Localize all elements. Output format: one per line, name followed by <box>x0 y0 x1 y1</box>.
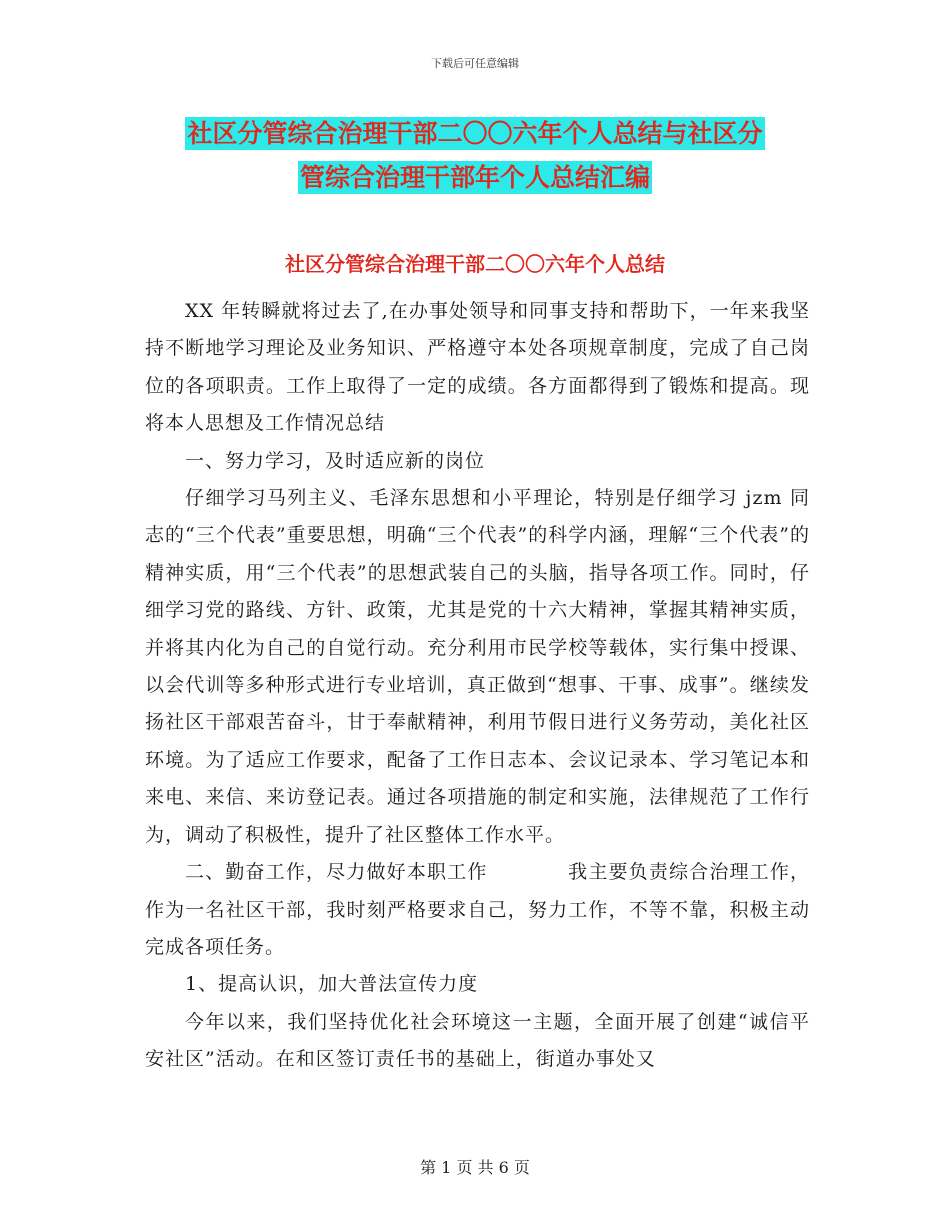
document-title-line-2: 管综合治理干部年个人总结汇编 <box>299 163 650 192</box>
document-title <box>0 112 950 200</box>
section-title: 社区分管综合治理干部二〇〇六年个人总结 <box>285 252 665 276</box>
paragraph: XX 年转瞬就将过去了,在办事处领导和同事支持和帮助下，一年来我坚持不断地学习理论及业务知识、严格遵守本处各项规章制度，完成了自己岗位的各项职责。工作上取得了一定的成绩。各方面都得到了锻炼和提高。现将本人思想及工作情况总结 <box>145 300 810 435</box>
paragraph: 今年以来，我们坚持优化社会环境这一主题，全面开展了创建“诚信平安社区”活动。在和区签订责任书的基础上，街道办事处又 <box>145 1010 810 1071</box>
body-text <box>145 293 810 1079</box>
header-note: 下载后可任意编辑 <box>431 57 519 70</box>
paragraph: 一、努力学习，及时适应新的岗位 <box>185 449 486 472</box>
paragraph: 仔细学习马列主义、毛泽东思想和小平理论，特别是仔细学习 jzm 同志的“三个代表”重要思想，明确“三个代表”的科学内涵，理解“三个代表”的精神实质，用“三个代表”的思想武装自己的头脑，指导各项工作。同时，仔细学习党的路线、方针、政策，尤其是党的十六大精神，掌握其精神实质，并将其内化为自己的自觉行动。充分利用市民学校等载体，实行集中授课、以会代训等多种形式进行专业培训，真正做到“想事、干事、成事”。继续发扬社区干部艰苦奋斗，甘于奉献精神，利用节假日进行义务劳动，美化社区环境。为了适应工作要求，配备了工作日志本、会议记录本、学习笔记本和来电、来信、来访登记表。通过各项措施的制定和实施，法律规范了工作行为，调动了积极性，提升了社区整体工作水平。 <box>145 487 810 846</box>
page-number: 第 1 页 共 6 页 <box>420 1158 530 1177</box>
paragraph: 1、提高认识，加大普法宣传力度 <box>185 973 479 996</box>
document-title-line-1: 社区分管综合治理干部二〇〇六年个人总结与社区分 <box>187 119 763 148</box>
paragraph: 二、勤奋工作，尽力做好本职工作 我主要负责综合治理工作，作为一名社区干部，我时刻严格要求自己，努力工作，不等不靠，积极主动完成各项任务。 <box>145 861 810 958</box>
